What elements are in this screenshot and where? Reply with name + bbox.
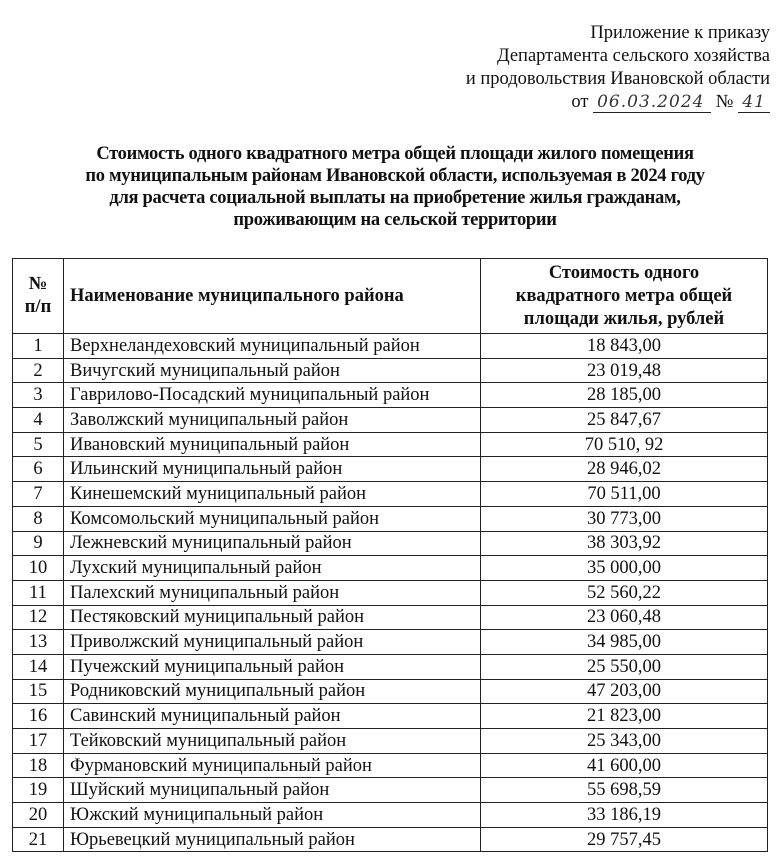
order-date: 06.03.2024 (593, 92, 711, 113)
approval-stamp (466, 22, 770, 114)
row-number: 20 (13, 803, 64, 828)
order-number: 41 (738, 92, 770, 113)
district-name: Лежневский муниципальный район (64, 531, 481, 556)
cost-value: 33 186,19 (481, 803, 768, 828)
table-row (13, 432, 768, 457)
row-number: 17 (13, 729, 64, 754)
table-row (13, 358, 768, 383)
cost-value: 70 510, 92 (481, 432, 768, 457)
cost-value: 28 185,00 (481, 383, 768, 408)
district-name: Пестяковский муниципальный район (64, 605, 481, 630)
row-number: 10 (13, 556, 64, 581)
district-name: Вичугский муниципальный район (64, 358, 481, 383)
row-number: 12 (13, 605, 64, 630)
row-number: 14 (13, 654, 64, 679)
cost-table (12, 258, 768, 852)
row-number: 11 (13, 580, 64, 605)
cost-value: 23 060,48 (481, 605, 768, 630)
document-title (20, 143, 770, 231)
district-name: Савинский муниципальный район (64, 704, 481, 729)
row-number: 19 (13, 778, 64, 803)
table-header-row (13, 259, 768, 334)
cost-value: 55 698,59 (481, 778, 768, 803)
row-number: 3 (13, 383, 64, 408)
title-line-4: проживающим на сельской территории (233, 210, 557, 230)
table-row (13, 827, 768, 852)
row-number: 7 (13, 482, 64, 507)
row-number: 18 (13, 753, 64, 778)
table-row (13, 803, 768, 828)
cost-value: 21 823,00 (481, 704, 768, 729)
title-line-1: Стоимость одного квадратного метра общей площади жилого помещения (96, 144, 694, 164)
table-row (13, 334, 768, 359)
approval-line-3: и продовольствия Ивановской области (465, 69, 770, 89)
district-name: Лухский муниципальный район (64, 556, 481, 581)
row-number: 1 (13, 334, 64, 359)
row-number: 4 (13, 408, 64, 433)
district-name: Палехский муниципальный район (64, 580, 481, 605)
cost-value: 41 600,00 (481, 753, 768, 778)
row-number: 8 (13, 506, 64, 531)
cost-value: 23 019,48 (481, 358, 768, 383)
header-number: № п/п (13, 259, 64, 334)
district-name: Ивановский муниципальный район (64, 432, 481, 457)
table-row (13, 753, 768, 778)
district-name: Приволжский муниципальный район (64, 630, 481, 655)
district-name: Родниковский муниципальный район (64, 679, 481, 704)
table-row (13, 704, 768, 729)
cost-value: 47 203,00 (481, 679, 768, 704)
date-prefix: от (571, 92, 589, 112)
district-name: Шуйский муниципальный район (64, 778, 481, 803)
cost-value: 28 946,02 (481, 457, 768, 482)
cost-value: 18 843,00 (481, 334, 768, 359)
cost-value: 30 773,00 (481, 506, 768, 531)
cost-value: 29 757,45 (481, 827, 768, 852)
table-row (13, 630, 768, 655)
district-name: Ильинский муниципальный район (64, 457, 481, 482)
approval-line-2: Департамента сельского хозяйства (496, 46, 770, 66)
row-number: 13 (13, 630, 64, 655)
district-name: Гаврилово-Посадский муниципальный район (64, 383, 481, 408)
cost-value: 25 343,00 (481, 729, 768, 754)
cost-value: 25 847,67 (481, 408, 768, 433)
header-district-name: Наименование муниципального района (64, 259, 481, 334)
table-row (13, 408, 768, 433)
approval-line-1: Приложение к приказу (590, 23, 770, 43)
district-name: Верхнеландеховский муниципальный район (64, 334, 481, 359)
table-row (13, 531, 768, 556)
table-row (13, 457, 768, 482)
table-row (13, 654, 768, 679)
cost-value: 35 000,00 (481, 556, 768, 581)
row-number: 6 (13, 457, 64, 482)
header-cost: Стоимость одного квадратного метра общей площади жилья, рублей (481, 259, 768, 334)
row-number: 5 (13, 432, 64, 457)
row-number: 21 (13, 827, 64, 852)
table-row (13, 383, 768, 408)
district-name: Заволжский муниципальный район (64, 408, 481, 433)
table-row (13, 729, 768, 754)
district-name: Фурмановский муниципальный район (64, 753, 481, 778)
title-line-3: для расчета социальной выплаты на приобретение жилья гражданам, (109, 188, 681, 208)
district-name: Южский муниципальный район (64, 803, 481, 828)
table-row (13, 778, 768, 803)
table-row (13, 506, 768, 531)
cost-value: 52 560,22 (481, 580, 768, 605)
table-row (13, 580, 768, 605)
district-name: Пучежский муниципальный район (64, 654, 481, 679)
title-line-2: по муниципальным районам Ивановской области, используемая в 2024 году (85, 166, 705, 186)
district-name: Тейковский муниципальный район (64, 729, 481, 754)
number-prefix: № (715, 92, 734, 112)
table-row (13, 679, 768, 704)
district-name: Юрьевецкий муниципальный район (64, 827, 481, 852)
row-number: 9 (13, 531, 64, 556)
cost-value: 25 550,00 (481, 654, 768, 679)
district-name: Кинешемский муниципальный район (64, 482, 481, 507)
cost-value: 34 985,00 (481, 630, 768, 655)
row-number: 2 (13, 358, 64, 383)
approval-date-line (466, 91, 770, 114)
row-number: 15 (13, 679, 64, 704)
table-row (13, 482, 768, 507)
cost-value: 70 511,00 (481, 482, 768, 507)
table-row (13, 605, 768, 630)
cost-value: 38 303,92 (481, 531, 768, 556)
table-row (13, 556, 768, 581)
district-name: Комсомольский муниципальный район (64, 506, 481, 531)
row-number: 16 (13, 704, 64, 729)
